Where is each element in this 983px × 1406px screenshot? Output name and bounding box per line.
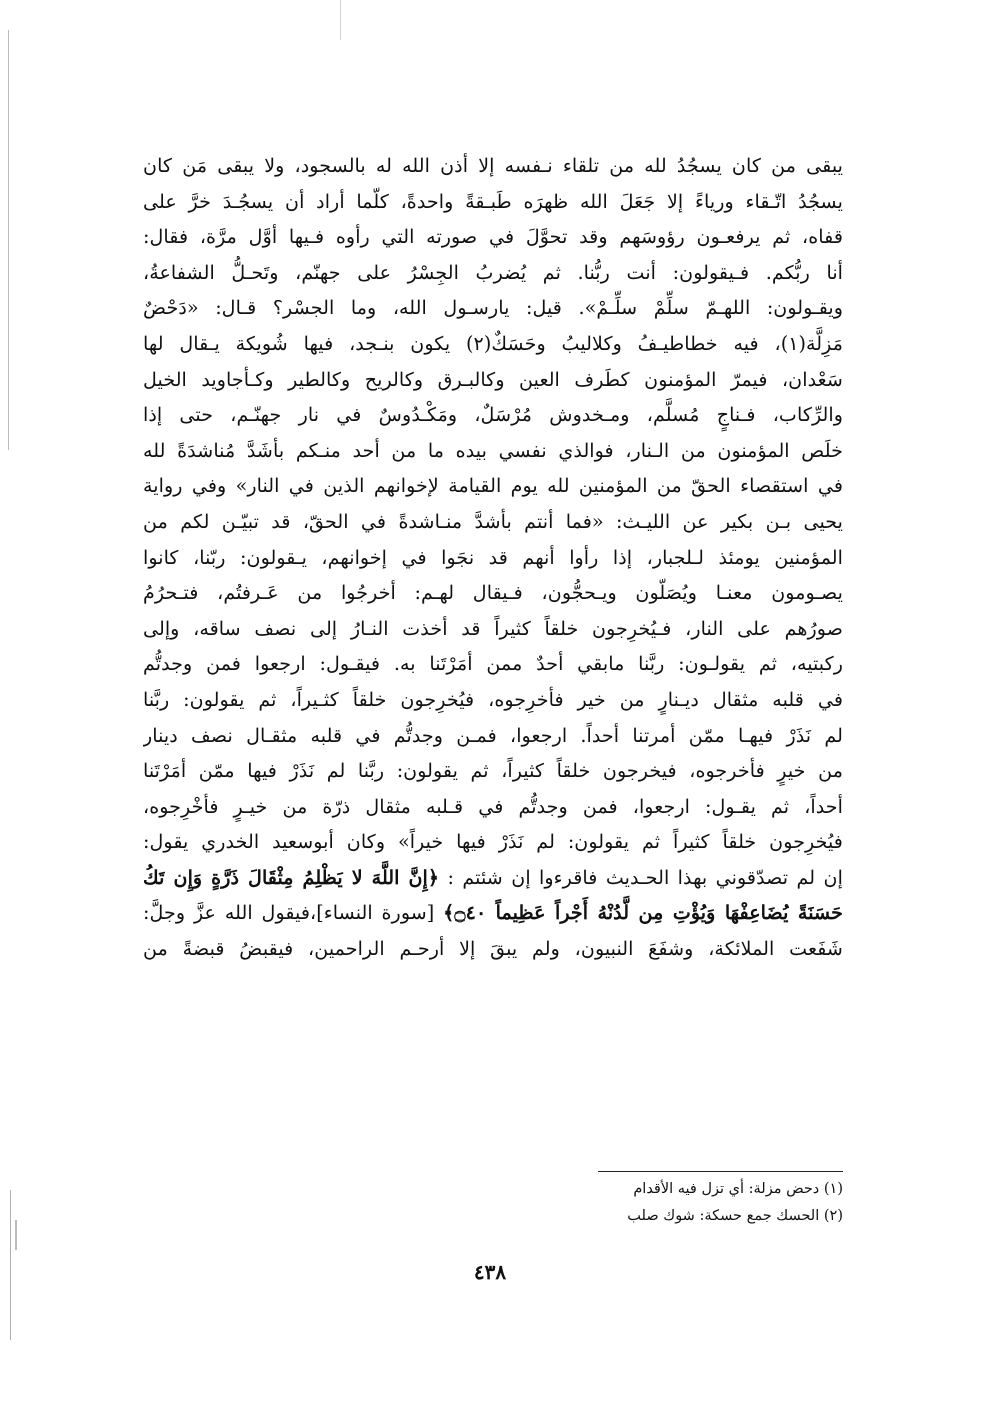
scan-edge-mark — [8, 30, 9, 450]
body-line: في قلبه مثقال ديـنارٍ من خير فأخرِجوه، فيُخرِجون خلقاً كثـيراً، ثم يقولون: ربَّنا — [143, 687, 843, 711]
body-line: لم نَذَرْ فيهـا ممّن أمرتنا أحداً. ارجعوا، فمـن وجدتُّم في قلبه مثقـال نصف دينار — [143, 723, 843, 747]
body-line: صورُهم على النار، فـيُخرِجون خلقاً كثيراً قد أخذت النـارُ إلى نصف ساقه، وإلى — [143, 616, 843, 640]
body-line: خلَص المؤمنون من الـنار، فوالذي نفسي بيده ما من أحد منـكم بأشَدَّ مُناشدَةً لله — [143, 438, 843, 462]
body-line: شَفَعت الملائكة، وشفَعَ النبيون، ولم يبقَ إلا أرحـم الراحمين، فيقبضُ قبضةً من — [143, 937, 843, 961]
body-line: ركبتيه، ثم يقولـون: ربَّنا مابقي أحدٌ ممن أمَرْتَنا به. فيقـول: ارجعوا فمن وجدتُّم — [143, 652, 843, 676]
body-line: ويقـولون: اللهـمّ سلِّمْ سلِّـمْ». قيل: يارسـول الله، وما الجسْر؟ قـال: «دَحْضٌ — [143, 296, 843, 320]
body-line: فيُخرِجون خلقاً كثيراً ثم يقولون: لم نَذَرْ فيها خيراً» وكان أبوسعيد الخدري يقول: — [143, 830, 843, 854]
page-number: ٤٣٨ — [473, 1260, 507, 1284]
surah-reference: [سورة النساء]،فيقول الله عزَّ وجلَّ: — [143, 901, 435, 925]
quran-intro-text: إن لم تصدّقوني بهذا الحـديث فاقرءوا إن شئتم : — [447, 865, 843, 889]
body-line: أحداً، ثم يقـول: ارجعوا، فمن وجدتُّم في قـلبه مثقال ذرّة من خيـرٍ فأخْرِجوه، — [143, 794, 843, 818]
footnote-item: (١) دحض مزلة: أي تزل فيه الأقدام — [633, 1181, 843, 1197]
body-line: مَزِلَّة(١)، فيه خطاطيـفُ وكلاليبُ وحَسَكٌ(٢) يكون بنـجد، فيها شُويكة يـقال لها — [143, 331, 843, 355]
quran-citation-line — [143, 860, 843, 896]
body-line: أنا ربُّكم. فـيقولون: أنت ربُّنا. ثم يُضربُ الجِسْرُ على جهنّم، وتَحـلُّ الشفاعةُ، — [143, 260, 843, 284]
body-line: والرِّكاب، فـناجٍ مُسلَّم، ومـخدوش مُرْسَلٌ، ومَكْـدُوسٌ في نار جهنّـم، حتى إذا — [143, 403, 843, 427]
body-line: يبقى من كان يسجُدُ لله من تلقاء نـفسه إلا أذن الله له بالسجود، ولا يبقى مَن كان — [143, 154, 843, 177]
footnote-item: (٢) الحسك جمع حسكة: شوك صلب — [627, 1208, 843, 1224]
footnotes — [520, 1176, 843, 1230]
scan-edge-mark — [340, 0, 341, 40]
quran-verse-part1: ﴿إِنَّ اللَّهَ لا يَظْلِمُ مِثْقَالَ ذَرَّةٍ وَإِن تَكُ — [143, 865, 440, 889]
body-text — [143, 148, 843, 967]
footnote-divider — [598, 1171, 843, 1172]
quran-verse-part2: حَسَنَةً يُضَاعِفْهَا وَيُؤْتِ مِن لَّدُنْهُ أَجْراً عَظِيماً ۝٤٠﴾ — [443, 901, 843, 925]
body-line: يحيى بـن بكير عن الليـث: «فما أنتم بأشدَّ منـاشدةً في الحقّ، قد تبيّـن لكم من — [143, 509, 843, 533]
body-line: قفاه، ثم يرفعـون رؤوسَهم وقد تحوَّلَ في صورته التي رأوه فـيها أوَّل مرَّة، فقال: — [143, 225, 843, 249]
scan-edge-mark — [10, 1190, 11, 1340]
body-line: سَعْدان، فيمرّ المؤمنون كطَرف العين وكالبـرق وكالريح وكالطير وكـأجاويد الخيل — [143, 367, 843, 391]
body-line: يسجُدُ اتّـقاء ورياءً إلا جَعَلَ الله ظهرَه طَبـقةً واحدةً، كلّما أراد أن يسجُـدَ خرَّ على — [143, 189, 843, 213]
scan-edge-mark — [15, 1220, 17, 1250]
body-line: يصـومون معنـا ويُصَلّون ويـحجُّون، فـيقال لهـم: أخرجُوا من عَـرفتُم، فتـحرُمُ — [143, 581, 843, 605]
body-line: من خيرٍ فأخرجوه، فيخرجون خلقاً كثيراً، ثم يقولون: ربَّنا لم نَذَرْ فيها ممّن أمَرْتَنا — [143, 759, 843, 783]
quran-citation-line — [143, 895, 843, 931]
body-line: في استقصاء الحقّ من المؤمنين لله يوم القيامة لإخوانهم الذين في النار» وفي رواية — [143, 474, 843, 498]
body-line: المؤمنين يومئذ لـلجبار، إذا رأوا أنهم قد نجَوا في إخوانهم، يـقولون: ربّنا، كانوا — [143, 545, 843, 569]
